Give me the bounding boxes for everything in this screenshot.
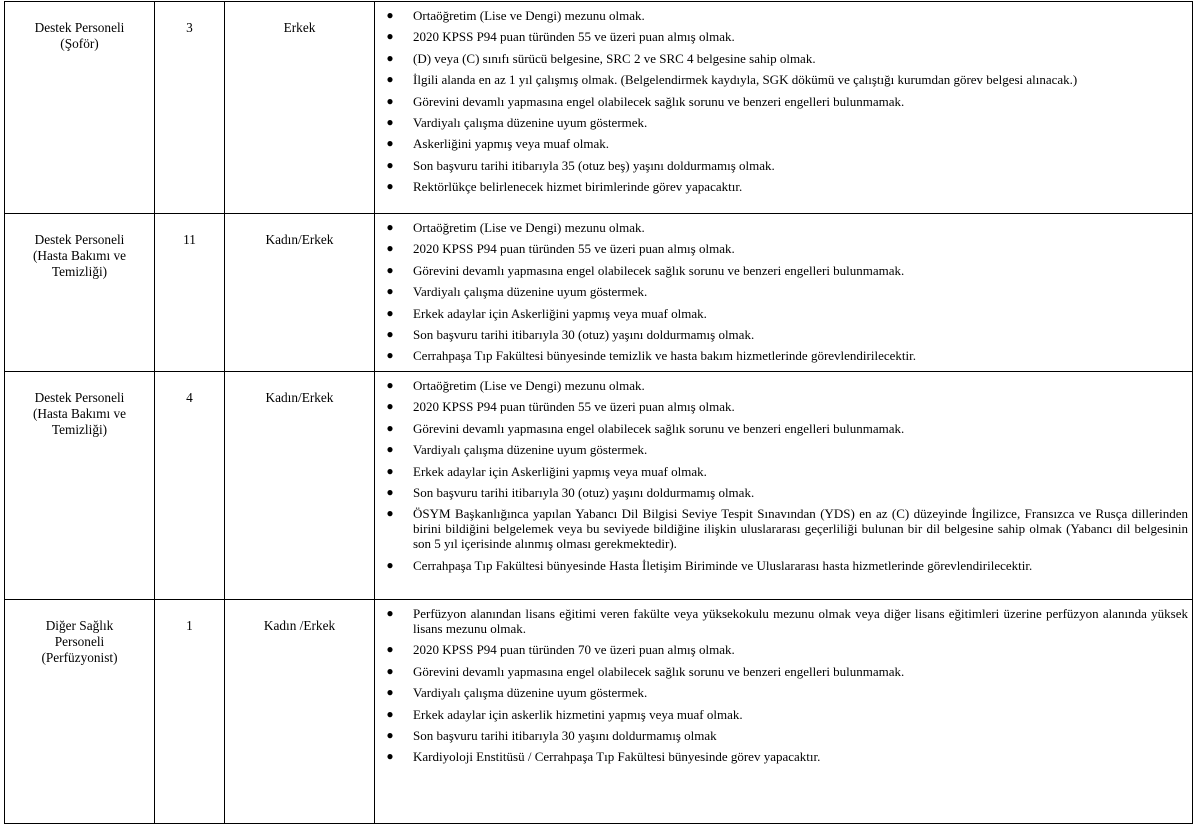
requirement-text: 2020 KPSS P94 puan türünden 70 ve üzeri puan almış olmak. [413, 642, 735, 658]
requirement-item [386, 93, 1188, 109]
bullet-icon: ● [386, 72, 394, 87]
position-title-line: Personeli [54, 634, 105, 649]
position-title [5, 372, 154, 438]
requirement-item [386, 72, 1188, 88]
position-title-line: (Hasta Bakımı ve [32, 248, 127, 263]
position-title-line: (Şoför) [60, 36, 99, 51]
requirement-text: Askerliğini yapmış veya muaf olmak. [413, 136, 610, 152]
requirement-text: Erkek adaylar için askerlik hizmetini yapmış veya muaf olmak. [413, 706, 743, 722]
requirement-item [386, 262, 1188, 278]
requirement-text: Görevini devamlı yapmasına engel olabilecek sağlık sorunu ve benzeri engelleri bulunmamak. [413, 262, 905, 278]
requirement-item [386, 8, 1188, 23]
table-row [5, 2, 1193, 214]
position-count-cell [155, 372, 225, 600]
position-gender: Kadın/Erkek [265, 390, 334, 405]
requirement-item [386, 442, 1188, 458]
requirement-text: Vardiyalı çalışma düzenine uyum göstermek. [413, 685, 648, 701]
position-count: 1 [186, 618, 193, 633]
requirement-text: Vardiyalı çalışma düzenine uyum göstermek. [413, 114, 648, 130]
requirement-item [386, 463, 1188, 479]
position-gender: Kadın /Erkek [263, 618, 336, 633]
bullet-icon: ● [386, 241, 394, 256]
position-title-cell [5, 2, 155, 214]
bullet-icon: ● [386, 378, 394, 392]
requirement-item [386, 420, 1188, 436]
bullet-icon: ● [386, 262, 394, 277]
bullet-icon: ● [386, 114, 394, 129]
requirement-item [386, 157, 1188, 173]
bullet-icon: ● [386, 179, 394, 194]
requirement-text: Kardiyoloji Enstitüsü / Cerrahpaşa Tıp Fakültesi bünyesinde görev yapacaktır. [413, 749, 821, 765]
position-gender: Erkek [283, 20, 316, 35]
bullet-icon: ● [386, 305, 394, 320]
requirement-item [386, 179, 1188, 195]
requirement-text: Görevini devamlı yapmasına engel olabilecek sağlık sorunu ve benzeri engelleri bulunmamak. [413, 420, 905, 436]
requirement-item [386, 220, 1188, 235]
table-row [5, 372, 1193, 600]
requirement-item [386, 484, 1188, 500]
requirement-text: 2020 KPSS P94 puan türünden 55 ve üzeri puan almış olmak. [413, 29, 735, 45]
bullet-icon: ● [386, 50, 394, 65]
bullet-icon: ● [386, 284, 394, 299]
bullet-icon: ● [386, 93, 394, 108]
position-title [5, 214, 154, 280]
position-title-line: Destek Personeli [34, 20, 125, 35]
position-title-cell [5, 600, 155, 824]
position-title-cell [5, 372, 155, 600]
requirement-text: ÖSYM Başkanlığınca yapılan Yabancı Dil Bilgisi Seviye Tespit Sınavından (YDS) en az (C) düzeyinde İngilizce, Fransızca ve Rusça dillerinden birini bildiğini belgelemek veya bu seviyede bildiğine ilişkin uluslararası geçerliliği bulunan bir dil belgesine sahip olmak (Yabancı dil belgesinin son 5 yıl içerisinde alınmış olması gerekmektedir). [413, 506, 1188, 552]
requirement-text: 2020 KPSS P94 puan türünden 55 ve üzeri puan almış olmak. [413, 399, 735, 415]
table-row [5, 214, 1193, 372]
position-count: 3 [186, 20, 193, 35]
position-title-line: Destek Personeli [34, 232, 125, 247]
position-count-cell [155, 600, 225, 824]
bullet-icon: ● [386, 442, 394, 457]
requirement-item [386, 326, 1188, 342]
requirement-text: Son başvuru tarihi itibarıyla 35 (otuz beş) yaşını doldurmamış olmak. [413, 157, 775, 173]
requirement-text: (D) veya (C) sınıfı sürücü belgesine, SRC 2 ve SRC 4 belgesine sahip olmak. [413, 50, 816, 66]
requirement-text: Son başvuru tarihi itibarıyla 30 yaşını doldurmamış olmak [413, 727, 717, 743]
table-row [5, 600, 1193, 824]
requirement-item [386, 136, 1188, 152]
bullet-icon: ● [386, 506, 394, 521]
requirements-cell [375, 600, 1193, 824]
bullet-icon: ● [386, 484, 394, 499]
position-title-line: (Hasta Bakımı ve [32, 406, 127, 421]
bullet-icon: ● [386, 685, 394, 700]
requirement-text: Görevini devamlı yapmasına engel olabilecek sağlık sorunu ve benzeri engelleri bulunmamak. [413, 663, 905, 679]
requirement-text: Cerrahpaşa Tıp Fakültesi bünyesinde Hasta İletişim Biriminde ve Uluslararası hasta hizmetlerinde görevlendirilecektir. [413, 557, 1033, 573]
bullet-icon: ● [386, 420, 394, 435]
requirement-text: Son başvuru tarihi itibarıyla 30 (otuz) yaşını doldurmamış olmak. [413, 326, 755, 342]
requirements-list [375, 214, 1192, 363]
requirement-text: Cerrahpaşa Tıp Fakültesi bünyesinde temizlik ve hasta bakım hizmetlerinde görevlendirilecektir. [413, 348, 916, 364]
requirements-list [375, 372, 1192, 573]
requirement-text: Ortaöğretim (Lise ve Dengi) mezunu olmak. [413, 378, 645, 393]
positions-table-body [5, 2, 1193, 824]
position-gender-cell [225, 2, 375, 214]
position-title-line: Temizliği) [51, 264, 108, 279]
requirement-text: 2020 KPSS P94 puan türünden 55 ve üzeri puan almış olmak. [413, 241, 735, 257]
position-title-line: (Perfüzyonist) [41, 650, 118, 665]
position-title-line: Destek Personeli [34, 390, 125, 405]
position-title-line: Diğer Sağlık [45, 618, 114, 633]
requirement-text: İlgili alanda en az 1 yıl çalışmış olmak. (Belgelendirmek kaydıyla, SGK dökümü ve çalıştığı kurumdan görev belgesi alınacak.) [413, 72, 1078, 88]
bullet-icon: ● [386, 399, 394, 414]
requirement-item [386, 305, 1188, 321]
requirement-text: Ortaöğretim (Lise ve Dengi) mezunu olmak. [413, 220, 645, 235]
requirement-item [386, 378, 1188, 393]
requirement-text: Perfüzyon alanından lisans eğitimi veren fakülte veya yüksekokulu mezunu olmak veya diğer lisans eğitimleri üzerine perfüzyon alanında yüksek lisans mezunu olmak. [413, 606, 1188, 636]
position-gender-cell [225, 600, 375, 824]
requirements-list [375, 2, 1192, 194]
requirement-text: Erkek adaylar için Askerliğini yapmış veya muaf olmak. [413, 463, 707, 479]
requirement-text: Erkek adaylar için Askerliğini yapmış veya muaf olmak. [413, 305, 707, 321]
requirement-text: Rektörlükçe belirlenecek hizmet birimlerinde görev yapacaktır. [413, 179, 743, 195]
position-count-cell [155, 2, 225, 214]
requirement-item [386, 557, 1188, 573]
bullet-icon: ● [386, 157, 394, 172]
requirement-item [386, 663, 1188, 679]
position-count-cell [155, 214, 225, 372]
requirement-item [386, 506, 1188, 552]
bullet-icon: ● [386, 8, 394, 22]
position-count: 11 [183, 232, 196, 247]
requirement-text: Vardiyalı çalışma düzenine uyum göstermek. [413, 442, 648, 458]
bullet-icon: ● [386, 706, 394, 721]
position-gender-cell [225, 214, 375, 372]
requirement-item [386, 29, 1188, 45]
bullet-icon: ● [386, 348, 394, 363]
position-gender-cell [225, 372, 375, 600]
requirement-text: Vardiyalı çalışma düzenine uyum göstermek. [413, 284, 648, 300]
bullet-icon: ● [386, 557, 394, 572]
bullet-icon: ● [386, 29, 394, 44]
bullet-icon: ● [386, 642, 394, 657]
requirement-item [386, 50, 1188, 66]
requirement-item [386, 241, 1188, 257]
bullet-icon: ● [386, 463, 394, 478]
bullet-icon: ● [386, 606, 394, 620]
requirements-list [375, 600, 1192, 764]
bullet-icon: ● [386, 136, 394, 151]
requirement-item [386, 706, 1188, 722]
requirement-item [386, 685, 1188, 701]
requirement-item [386, 399, 1188, 415]
bullet-icon: ● [386, 663, 394, 678]
bullet-icon: ● [386, 749, 394, 764]
requirement-text: Ortaöğretim (Lise ve Dengi) mezunu olmak. [413, 8, 645, 23]
position-title [5, 2, 154, 52]
position-title-cell [5, 214, 155, 372]
positions-table [4, 1, 1193, 824]
requirement-item [386, 348, 1188, 364]
requirement-item [386, 284, 1188, 300]
requirement-item [386, 727, 1188, 743]
requirement-text: Son başvuru tarihi itibarıyla 30 (otuz) yaşını doldurmamış olmak. [413, 484, 755, 500]
requirement-text: Görevini devamlı yapmasına engel olabilecek sağlık sorunu ve benzeri engelleri bulunmamak. [413, 93, 905, 109]
position-gender: Kadın/Erkek [265, 232, 334, 247]
requirement-item [386, 642, 1188, 658]
requirements-cell [375, 2, 1193, 214]
requirements-cell [375, 372, 1193, 600]
requirement-item [386, 114, 1188, 130]
requirement-item [386, 606, 1188, 636]
position-count: 4 [186, 390, 193, 405]
position-title-line: Temizliği) [51, 422, 108, 437]
bullet-icon: ● [386, 326, 394, 341]
bullet-icon: ● [386, 220, 394, 234]
bullet-icon: ● [386, 727, 394, 742]
position-title [5, 600, 154, 666]
requirements-cell [375, 214, 1193, 372]
requirement-item [386, 749, 1188, 765]
